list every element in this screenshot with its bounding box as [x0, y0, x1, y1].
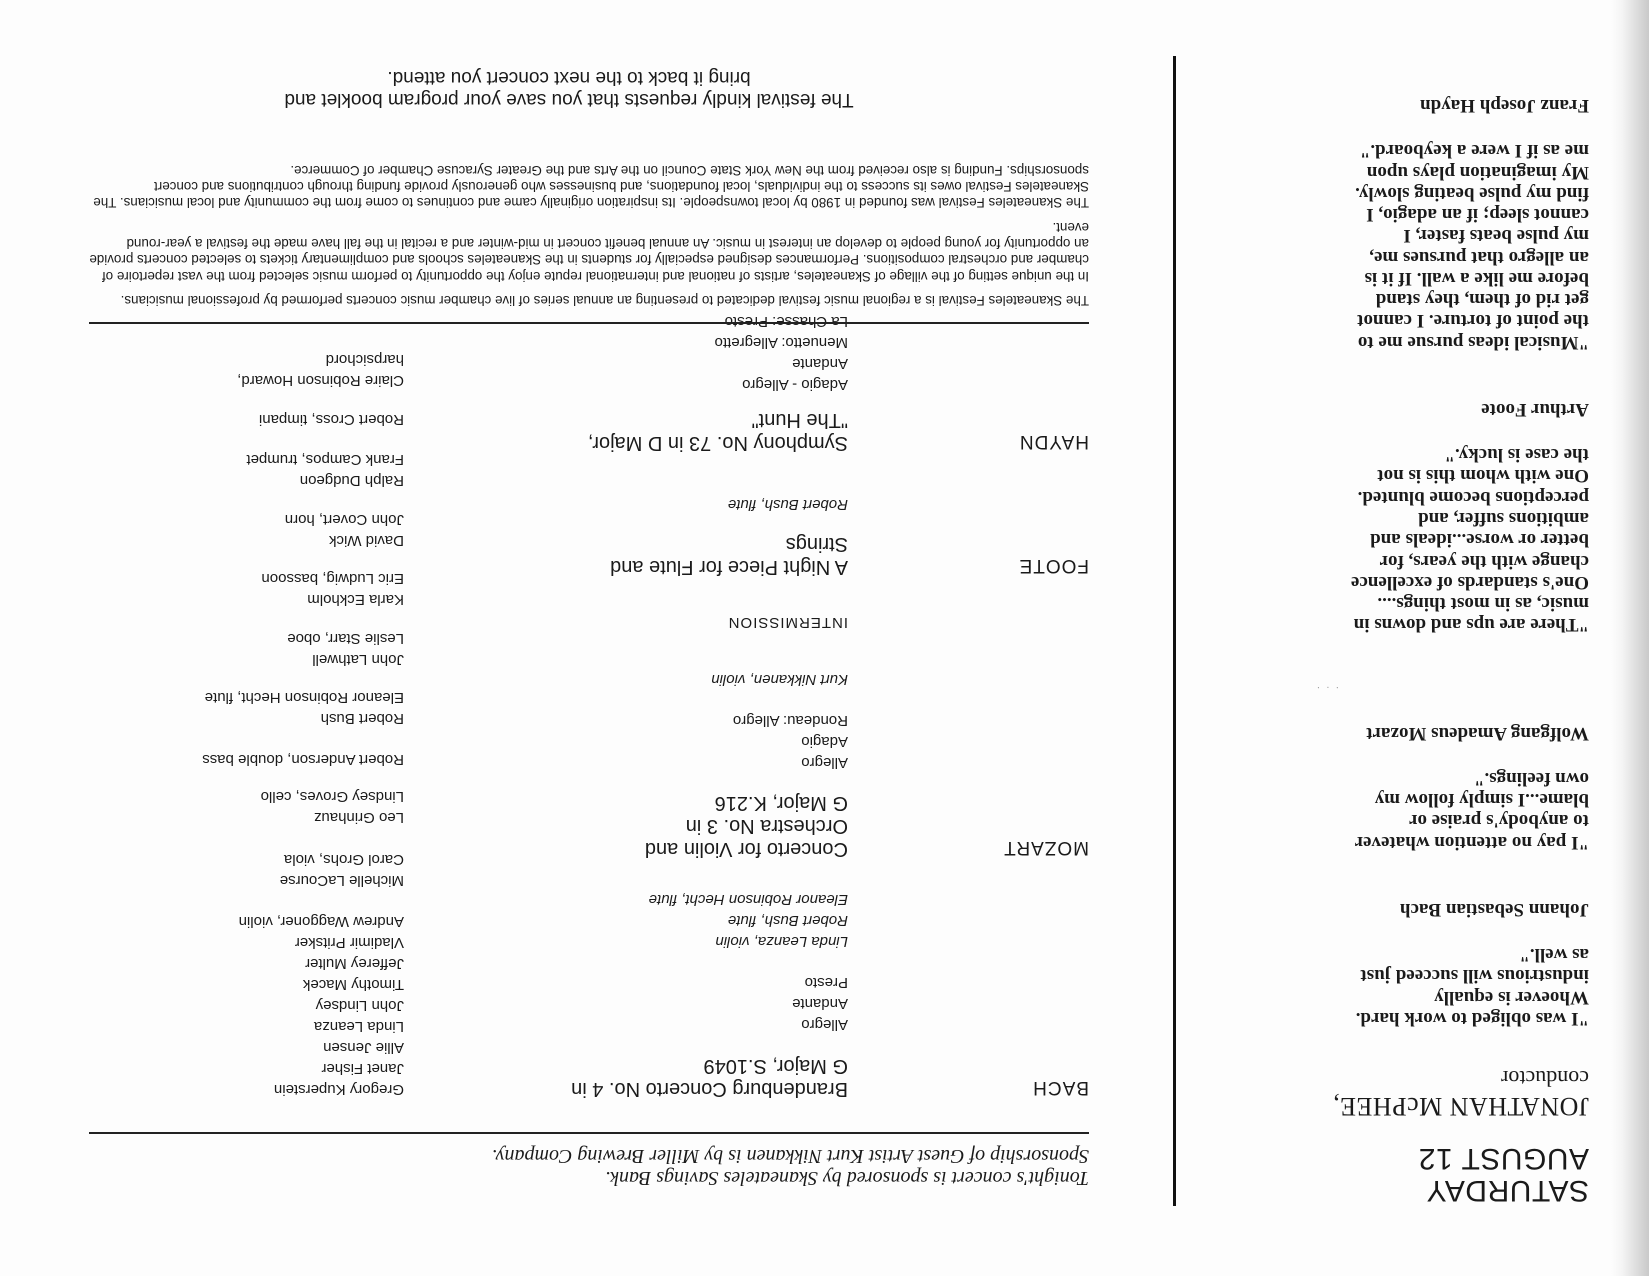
quote-line: perceptions become blunted.: [1357, 486, 1589, 508]
work-title: Symphony No. 73 in D Major,: [587, 432, 848, 454]
work-title: Brandenburg Concerto No. 4 in: [571, 1078, 848, 1100]
movement: Adagio - Allegro: [742, 376, 848, 393]
quote-line: me as if I were a keyboard.": [1359, 140, 1589, 162]
quote-line: change with the years, for: [1379, 550, 1589, 572]
date-month-day: AUGUST 12: [1418, 1142, 1589, 1176]
performer: Carol Grohs, viola: [283, 851, 404, 868]
quote-author: Johann Sebastian Bach: [1399, 898, 1589, 920]
quote-line: "There are ups and downs in: [1353, 614, 1589, 636]
quote-line: music, as in most things....: [1377, 593, 1589, 615]
performer: David Wick: [328, 532, 404, 549]
quote-line: my pulse beats faster, I: [1403, 225, 1589, 247]
quote-line: the case is lucky.": [1444, 444, 1589, 466]
performer: Lindsey Groves, cello: [260, 788, 404, 805]
performer: Timothy Macek: [302, 976, 404, 993]
quote-line: before me like a wall. If it is: [1364, 267, 1589, 289]
performer: Robert Bush: [320, 710, 404, 727]
work-title: Concerto for Violin and: [644, 838, 848, 860]
composer-mozart: MOZART: [1003, 837, 1089, 858]
middle-rule: [89, 322, 1089, 324]
composer-foote: FOOTE: [1018, 555, 1089, 576]
quote-line: an allegro that pursues me,: [1369, 246, 1589, 268]
performer: Leo Grinhauz: [313, 809, 404, 826]
conductor-name: JONATHAN McPHEE,: [1332, 1092, 1589, 1121]
work-title: "The Hunt": [751, 409, 848, 431]
quote-line: "Musical ideas pursue me to: [1357, 331, 1589, 353]
performer: Andrew Waggoner, violin: [238, 913, 404, 930]
work-title: G Major, S.1049: [703, 1055, 848, 1077]
quote-line: find my pulse beating slowly.: [1355, 182, 1589, 204]
composer-haydn: HAYDN: [1018, 431, 1089, 452]
quote-author: Arthur Foote: [1481, 398, 1589, 420]
performer: Vladimir Pritsker: [294, 934, 404, 951]
quote-line: get rid of them, they stand: [1375, 289, 1589, 311]
movement: Allegro: [801, 754, 848, 771]
quote-line: industrious will succeed just: [1360, 965, 1589, 987]
performer: harpsichord: [325, 351, 404, 368]
movement: Adagio: [801, 733, 848, 750]
quote-line: My imagination plays upon: [1366, 161, 1589, 183]
movement: Andante: [792, 995, 848, 1012]
work-title: G Major, K.216: [714, 792, 848, 814]
quote-line: Whoever is equally: [1434, 986, 1589, 1008]
quote-author: Wolfgang Amadeus Mozart: [1366, 722, 1589, 744]
performer: Eric Ludwig, bassoon: [261, 570, 404, 587]
movement: Rondeau: Allegro: [732, 712, 848, 729]
soloist: Linda Leanza, violin: [715, 933, 848, 950]
quote-line: the point of torture. I cannot: [1357, 310, 1589, 332]
movement: Allegro: [801, 1016, 848, 1033]
movement: Menuetto: Allegretto: [714, 334, 848, 351]
performer: Robert Cross, timpani: [258, 411, 404, 428]
quote-line: One's standards of excellence: [1350, 571, 1589, 593]
closing-line: bring it back to the next concert you attend.: [387, 67, 751, 89]
quote-line: ambitions suffer, and: [1418, 508, 1589, 530]
quote-line: One with whom this is not: [1377, 465, 1589, 487]
closing-request: [149, 66, 989, 110]
quote-line: own feelings.": [1473, 767, 1589, 789]
soloist: Eleanor Robinson Hecht, flute: [648, 891, 848, 908]
date-day: SATURDAY: [1426, 1174, 1589, 1207]
work-title: Orchestra No. 3 in: [685, 815, 848, 837]
description-paragraph: In the unique setting of the village of Skaneateles, artists of national and international repute enjoy the opportunity to perform music selected from the vast repertoire of chamber and orchestral compositions. Performances designed especially for students in the Skaneateles schools and complimentary tickets to selected concerts provide an opportunity for young people to develop an interest in music. An annual benefit concert in mid-winter and a recital in the fall have made the festival a year-round event.: [89, 219, 1089, 284]
soloist: Robert Bush, flute: [727, 496, 848, 513]
closing-line: The festival kindly requests that you save your program booklet and: [284, 89, 854, 110]
movement: Presto: [804, 974, 848, 991]
work-title: Strings: [785, 533, 848, 555]
performer: John Covert, horn: [284, 511, 404, 528]
performer: Eleanor Robinson Hecht, flute: [204, 689, 404, 706]
intermission-label: INTERMISSION: [727, 614, 848, 631]
quote-line: "I pay no attention whatever: [1354, 831, 1589, 853]
soloist: Robert Bush, flute: [727, 912, 848, 929]
quote-line: blame...I simply follow my: [1374, 789, 1589, 811]
performer: Frank Campos, trumpet: [246, 451, 404, 468]
quote-author: Franz Joseph Haydn: [1420, 95, 1589, 117]
quote-line: as well.": [1519, 944, 1589, 966]
quote-line: cannot sleep; if an adagio, I: [1366, 204, 1589, 226]
performer: Gregory Kuperstein: [273, 1081, 404, 1098]
speckle-marks: · ∙ ·: [1314, 681, 1339, 693]
performer: John Lathwell: [312, 651, 404, 668]
performer: John Lindsey: [315, 997, 404, 1014]
performer: Allie Jensen: [323, 1039, 404, 1056]
work-title: A Night Piece for Flute and: [610, 556, 848, 578]
performer: Claire Robinson Howard,: [237, 372, 404, 389]
description-paragraph: The Skaneateles Festival was founded in 1980 by local townspeople. Its inspiration originally came and continues to come from the community and local musicians. The Skaneateles Festival owes its success to the individuals, local foundations, and businesses who generously provide funding through contributions and concert sponsorships. Funding is also received from the New York State Council on the Arts and the Greater Syracuse Chamber of Commerce.: [93, 162, 1089, 211]
performer: Janet Fisher: [321, 1060, 404, 1077]
performer: Ralph Dudgeon: [299, 472, 404, 489]
performer: Jefferey Multer: [305, 955, 404, 972]
quote-line: "I was obliged to work hard.: [1355, 1008, 1589, 1029]
quote-line: better or worse...ideals and: [1370, 529, 1589, 551]
performer: Leslie Starr, oboe: [287, 630, 404, 647]
performer: Michelle LaCourse: [279, 872, 404, 889]
soloist: Kurt Nikkanen, violin: [711, 671, 848, 688]
description-paragraph: The Skaneateles Festival is a regional music festival dedicated to presenting an annual series of live chamber music concerts performed by professional musicians.: [120, 293, 1089, 308]
sponsor-line: Tonight's concert is sponsored by Skaneateles Savings Bank.: [605, 1167, 1089, 1189]
movement: Andante: [792, 355, 848, 372]
performer: Linda Leanza: [313, 1018, 404, 1035]
performer: Robert Anderson, double bass: [202, 751, 404, 768]
conductor-role: conductor: [1501, 1066, 1589, 1091]
festival-description: [89, 153, 1089, 308]
composer-bach: BACH: [1032, 1077, 1089, 1098]
quote-line: to anybody's praise or: [1409, 810, 1589, 832]
sponsor-line: Sponsorship of Guest Artist Kurt Nikkanen is by Miller Brewing Company.: [491, 1145, 1089, 1168]
performer: Karla Eckholm: [307, 591, 404, 608]
